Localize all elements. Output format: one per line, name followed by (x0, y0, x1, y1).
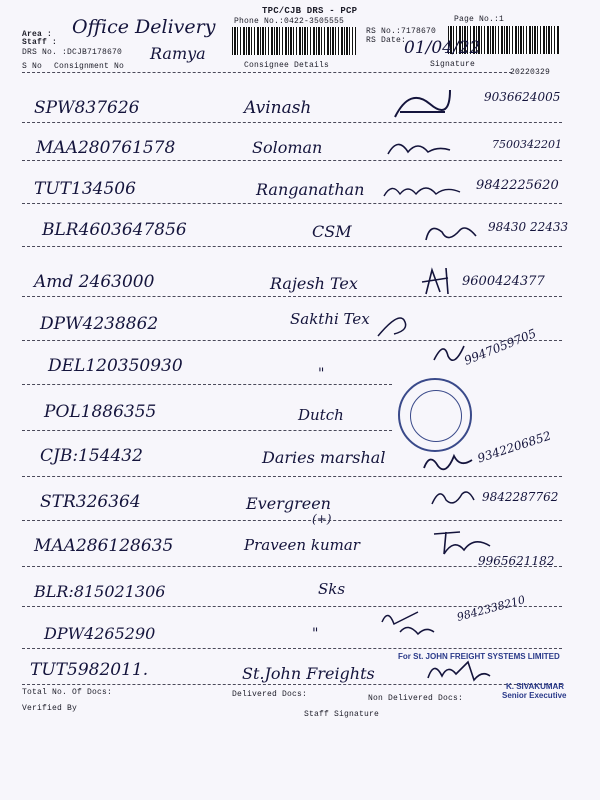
consignment-number: MAA280761578 (36, 138, 176, 158)
page-number: Page No.:1 (454, 15, 505, 24)
stamp-name: K. SIVAKUMAR (506, 682, 565, 691)
row-divider (22, 160, 562, 161)
handwritten-date: 01/04/22 (404, 38, 481, 58)
consignee-phone: 9947059705 (462, 326, 539, 368)
barcode-drs (232, 27, 356, 55)
rs-date-label: RS Date: (366, 36, 407, 45)
row-divider (22, 520, 562, 521)
drs-number: DRS No. :DCJB7178670 (22, 48, 123, 57)
signature-mark (420, 448, 480, 478)
stamp-title: Senior Executive (502, 691, 567, 700)
consignee-name: Ranganathan (256, 180, 365, 199)
consignment-number: DPW4265290 (44, 624, 156, 643)
row-divider (22, 566, 562, 567)
row-divider (22, 648, 562, 649)
row-divider (22, 684, 562, 685)
company-stamp-text: For St. JOHN FREIGHT SYSTEMS LIMITED (398, 652, 560, 661)
consignee-phone: 9965621182 (478, 554, 555, 568)
consignment-number: SPW837626 (34, 98, 140, 118)
consignee-phone: 9600424377 (462, 274, 545, 289)
consignment-number: TUT134506 (34, 179, 136, 199)
row-divider (22, 384, 392, 385)
consignee-name: " (312, 626, 319, 642)
consignment-number: POL1886355 (44, 402, 157, 422)
signature-mark (378, 602, 438, 642)
consignee-name: Soloman (252, 138, 323, 157)
consignee-phone: 98430 22433 (488, 220, 569, 234)
date-stamp: 20220329 (510, 68, 551, 77)
consignment-number: BLR4603647856 (42, 220, 187, 240)
row-divider (22, 203, 562, 204)
consignee-name: Avinash (244, 98, 312, 118)
signature-mark (374, 306, 414, 340)
consignment-number: STR326364 (40, 492, 141, 512)
consignment-number: BLR:815021306 (34, 582, 166, 601)
consignee-name: Praveen kumar (244, 536, 360, 554)
consignment-number: TUT5982011. (30, 660, 149, 680)
row-note: (+) (312, 512, 332, 526)
consignee-name: " (318, 366, 325, 382)
phone-number: Phone No.:0422-3505555 (234, 17, 345, 26)
consignment-number: DEL120350930 (48, 356, 183, 376)
consignee-phone: 9036624005 (484, 90, 561, 104)
signature-mark (384, 132, 454, 162)
consignee-phone: 7500342201 (492, 138, 562, 151)
consignee-phone: 9842225620 (476, 178, 559, 193)
delivered-docs-label: Delivered Docs: (232, 690, 308, 699)
signature-mark (418, 264, 458, 300)
column-signature: Signature (430, 60, 476, 69)
column-consignment: Consignment No (54, 62, 125, 71)
document-title: TPC/CJB DRS - PCP (262, 6, 358, 16)
row-divider (22, 340, 562, 341)
row-divider (22, 430, 392, 431)
column-sno: S No (22, 62, 43, 71)
signature-mark (390, 82, 460, 122)
consignment-number: CJB:154432 (40, 446, 143, 466)
company-seal (398, 378, 472, 452)
row-divider (22, 296, 562, 297)
consignee-name: Sks (318, 580, 346, 598)
consignment-number: MAA286128635 (34, 536, 174, 556)
signature-mark (428, 484, 478, 510)
row-divider (22, 122, 562, 123)
consignment-number: Amd 2463000 (34, 272, 155, 292)
consignee-phone: 9342206852 (475, 428, 553, 466)
consignee-phone: 9842287762 (482, 490, 559, 504)
consignee-name: Dutch (298, 406, 344, 424)
verified-by-label: Verified By (22, 704, 78, 713)
header-divider (22, 72, 512, 73)
consignee-name: Sakthi Tex (290, 310, 370, 328)
consignee-name: Daries marshal (262, 448, 386, 467)
consignee-name: CSM (312, 222, 352, 241)
consignee-name: Evergreen (246, 494, 331, 513)
consignee-phone: 9842338210 (455, 593, 527, 624)
column-consignee: Consignee Details (244, 61, 330, 70)
handwritten-area: Office Delivery (72, 16, 216, 38)
non-delivered-docs-label: Non Delivered Docs: (368, 694, 464, 703)
rs-number: RS No.:7178670 (366, 27, 437, 36)
handwritten-staff: Ramya (150, 44, 206, 63)
row-divider (22, 246, 562, 247)
consignee-name: Rajesh Tex (270, 274, 358, 293)
staff-signature-label: Staff Signature (304, 710, 380, 719)
consignment-number: DPW4238862 (40, 314, 159, 334)
signature-mark (380, 178, 466, 204)
consignee-name: St.John Freights (242, 664, 375, 683)
total-docs-label: Total No. Of Docs: (22, 688, 113, 697)
area-label: Area : (22, 30, 53, 39)
row-divider (22, 476, 562, 477)
staff-label: Staff : (22, 38, 58, 47)
